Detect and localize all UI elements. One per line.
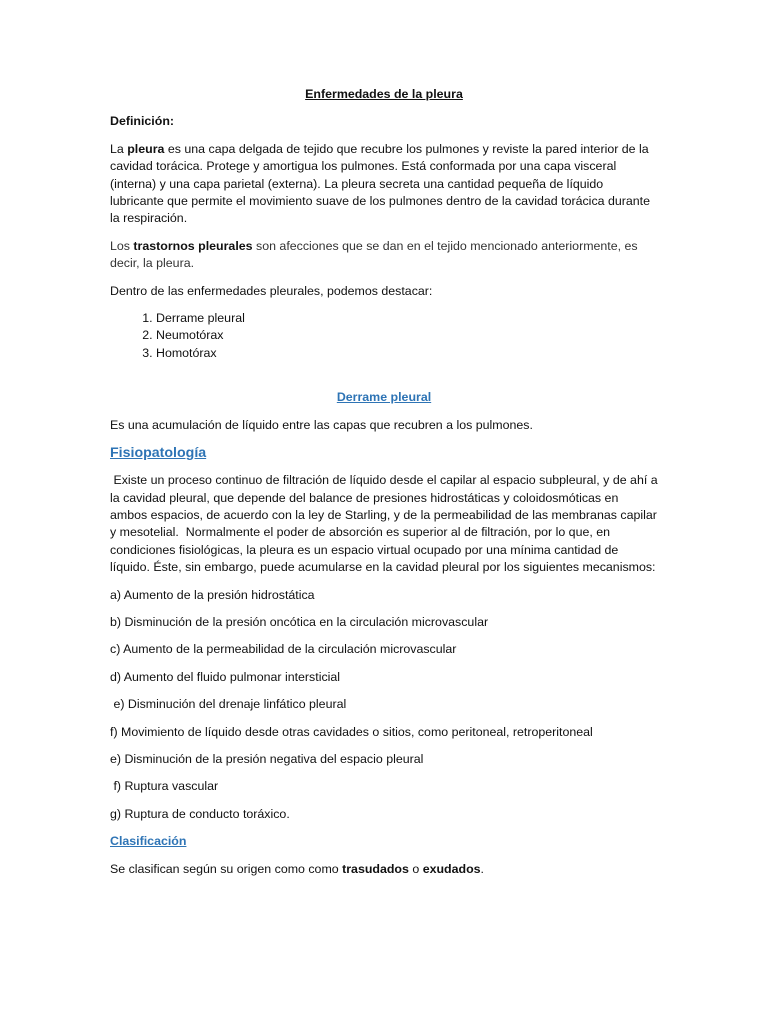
list-item: 2. Neumotórax xyxy=(156,327,658,344)
mechanism-item: e) Disminución del drenaje linfático pleural xyxy=(110,697,347,712)
classification-bold-1: trasudados xyxy=(342,861,409,876)
disease-list xyxy=(110,310,658,362)
document-title: Enfermedades de la pleura xyxy=(305,87,463,101)
definition-lead: La xyxy=(110,141,128,156)
disorders-paragraph xyxy=(110,238,658,273)
definition-label: Definición: xyxy=(110,114,175,129)
mechanism-item: c) Aumento de la permeabilidad de la circulación microvascular xyxy=(110,642,457,657)
physiopathology-heading[interactable]: Fisiopatología xyxy=(110,445,207,462)
classification-end: . xyxy=(480,861,484,876)
mechanism-item: f) Movimiento de líquido desde otras cavidades o sitios, como peritoneal, retroperitoneal xyxy=(110,724,593,739)
mechanism-item: b) Disminución de la presión oncótica en la circulación microvascular xyxy=(110,614,489,629)
mechanism-item: a) Aumento de la presión hidrostática xyxy=(110,587,315,602)
classification-lead: Se clasifican según su origen como como xyxy=(110,861,343,876)
disorders-bold-term: trastornos pleurales xyxy=(133,238,253,253)
mechanism-item: e) Disminución de la presión negativa del espacio pleural xyxy=(110,751,424,766)
definition-text: es una capa delgada de tejido que recubre los pulmones y reviste la pared interior de la cavidad torácica. Protege y amortigua los pulmones. Está conformada por una capa visceral (interna) y una capa parietal (externa). La pleura secreta una cantidad pequeña de líquido lubricante que permite el movimiento suave de los pulmones dentro de la cavidad torácica durante la respiración. xyxy=(110,141,650,226)
definition-paragraph xyxy=(110,141,658,228)
section-definition: Es una acumulación de líquido entre las capas que recubren a los pulmones. xyxy=(110,417,533,432)
definition-bold-term: pleura xyxy=(127,141,165,156)
classification-heading[interactable]: Clasificación xyxy=(110,834,187,849)
disorders-lead: Los xyxy=(110,238,134,253)
section-title-link[interactable]: Derrame pleural xyxy=(336,390,432,405)
classification-paragraph xyxy=(110,861,658,878)
list-intro: Dentro de las enfermedades pleurales, podemos destacar: xyxy=(110,283,433,298)
classification-bold-2: exudados xyxy=(422,861,481,876)
classification-middle: o xyxy=(408,861,423,876)
mechanism-item: f) Ruptura vascular xyxy=(110,779,219,794)
mechanism-item: d) Aumento del fluido pulmonar intersticial xyxy=(110,669,341,684)
mechanism-item: g) Ruptura de conducto toráxico. xyxy=(110,806,290,821)
physiopathology-paragraph: Existe un proceso continuo de filtración de líquido desde el capilar al espacio subpleural, y de ahí a la cavidad pleural, que depende del balance de presiones hidrostáticas y coloidosmóticas en ambos espacios, de acuerdo con la ley de Starling, y de la permeabilidad de las membranas capilar y mesotelial. Normalmente el poder de absorción es superior al de filtración, por lo que, en condiciones fisiológicas, la pleura es un espacio virtual ocupado por una mínima cantidad de líquido. Éste, sin embargo, puede acumularse en la cavidad pleural por los siguientes mecanismos: xyxy=(110,473,662,575)
list-item: 1. Derrame pleural xyxy=(156,310,658,327)
list-item: 3. Homotórax xyxy=(156,345,658,362)
disorders-text: son afecciones que se dan en el tejido mencionado anteriormente, es decir, la pleura. xyxy=(110,238,638,271)
